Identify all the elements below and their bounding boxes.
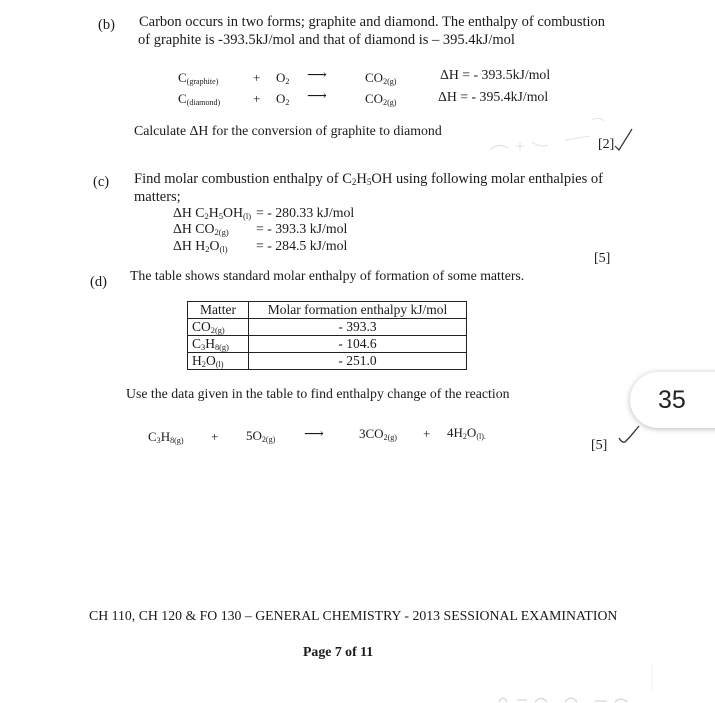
table-row	[188, 319, 467, 336]
part-c-marks: [5]	[594, 251, 611, 266]
reaction-product-water: $4H_2O_{(l).}$	[447, 425, 486, 441]
eq2-enthalpy: ΔH = - 395.4kJ/mol	[438, 89, 549, 104]
reaction-product-co2: $3CO_{2(g)}$	[359, 426, 397, 442]
part-c-label: (c)	[93, 174, 110, 190]
table-cell-matter: $C_3H_{8(g)}$	[188, 336, 249, 353]
part-c-row1-label: ΔH $C_2H_5OH_{(l)}$	[173, 205, 252, 222]
enthalpy-table	[187, 301, 467, 370]
part-b-marks: [2]	[598, 137, 615, 152]
part-d-marks: [5]	[591, 438, 608, 453]
table-cell-value: - 104.6	[249, 336, 467, 353]
table-cell-matter: $H_2O_{(l)}$	[188, 353, 249, 370]
part-c-row3-value: = - 284.5 kJ/mol	[256, 238, 348, 253]
footer-page-number: Page 7 of 11	[303, 644, 374, 659]
eq2-plus: +	[253, 91, 261, 106]
part-c-line1: Find molar combustion enthalpy of $C_2H_5OH$ using following molar enthalpies of	[134, 171, 603, 188]
table-cell-matter: $CO_{2(g)}$	[188, 319, 249, 336]
page-counter-badge[interactable]: 35	[630, 372, 715, 428]
table-row	[188, 336, 467, 353]
scan-edge-mark	[648, 662, 656, 692]
part-b-line2: of graphite is -393.5kJ/mol and that of diamond is – 395.4kJ/mol	[138, 32, 515, 48]
eq2-arrow: ⟶	[307, 88, 327, 103]
table-header-row	[188, 302, 467, 319]
part-b-line1: Carbon occurs in two forms; graphite and diamond. The enthalpy of combustion	[139, 14, 606, 30]
reaction-plus-1: +	[211, 429, 219, 444]
handwritten-tick-icon	[616, 424, 642, 446]
eq1-arrow: ⟶	[307, 67, 327, 82]
eq1-plus: +	[253, 70, 261, 85]
part-b-question: Calculate ΔH for the conversion of graphite to diamond	[134, 123, 442, 138]
reaction-reactant-propane: $C_3H_{8(g)}$	[148, 429, 184, 445]
footer-exam-title: CH 110, CH 120 & FO 130 – GENERAL CHEMISTRY - 2013 SESSIONAL EXAMINATION	[89, 608, 618, 623]
cut-off-scanner-watermark	[495, 690, 635, 703]
table-header-matter: Matter	[188, 302, 249, 319]
eq1-product: $CO_{2(g)}$	[365, 70, 397, 86]
part-c-row1-value: = - 280.33 kJ/mol	[256, 205, 355, 220]
eq1-enthalpy: ΔH = - 393.5kJ/mol	[440, 67, 551, 82]
table-row	[188, 353, 467, 370]
eq2-oxygen: $O_2$	[276, 91, 290, 107]
part-d-instruction: Use the data given in the table to find enthalpy change of the reaction	[126, 386, 510, 401]
table-cell-value: - 393.3	[249, 319, 467, 336]
part-c-line2: matters;	[134, 189, 181, 205]
part-d-intro: The table shows standard molar enthalpy of formation of some matters.	[130, 268, 525, 283]
reaction-plus-2: +	[423, 426, 431, 441]
part-c-row2-label: ΔH $CO_{2(g)}$	[173, 221, 229, 238]
eq2-product: $CO_{2(g)}$	[365, 91, 397, 107]
table-cell-value: - 251.0	[249, 353, 467, 370]
reaction-arrow: ⟶	[304, 426, 324, 441]
bleed-through-marks	[480, 112, 630, 157]
part-c-row3-label: ΔH $H_2O_{(l)}$	[173, 238, 228, 255]
eq1-oxygen: $O_2$	[276, 70, 290, 86]
part-c-row2-value: = - 393.3 kJ/mol	[256, 221, 348, 236]
part-d-label: (d)	[90, 274, 107, 290]
eq1-reactant: $C_{(graphite)}$	[178, 70, 219, 86]
part-b-label: (b)	[98, 17, 115, 33]
table-header-enthalpy: Molar formation enthalpy kJ/mol	[249, 302, 467, 319]
reaction-reactant-oxygen: $5O_{2(g)}$	[246, 428, 276, 444]
eq2-reactant: $C_{(diamond)}$	[178, 91, 221, 107]
